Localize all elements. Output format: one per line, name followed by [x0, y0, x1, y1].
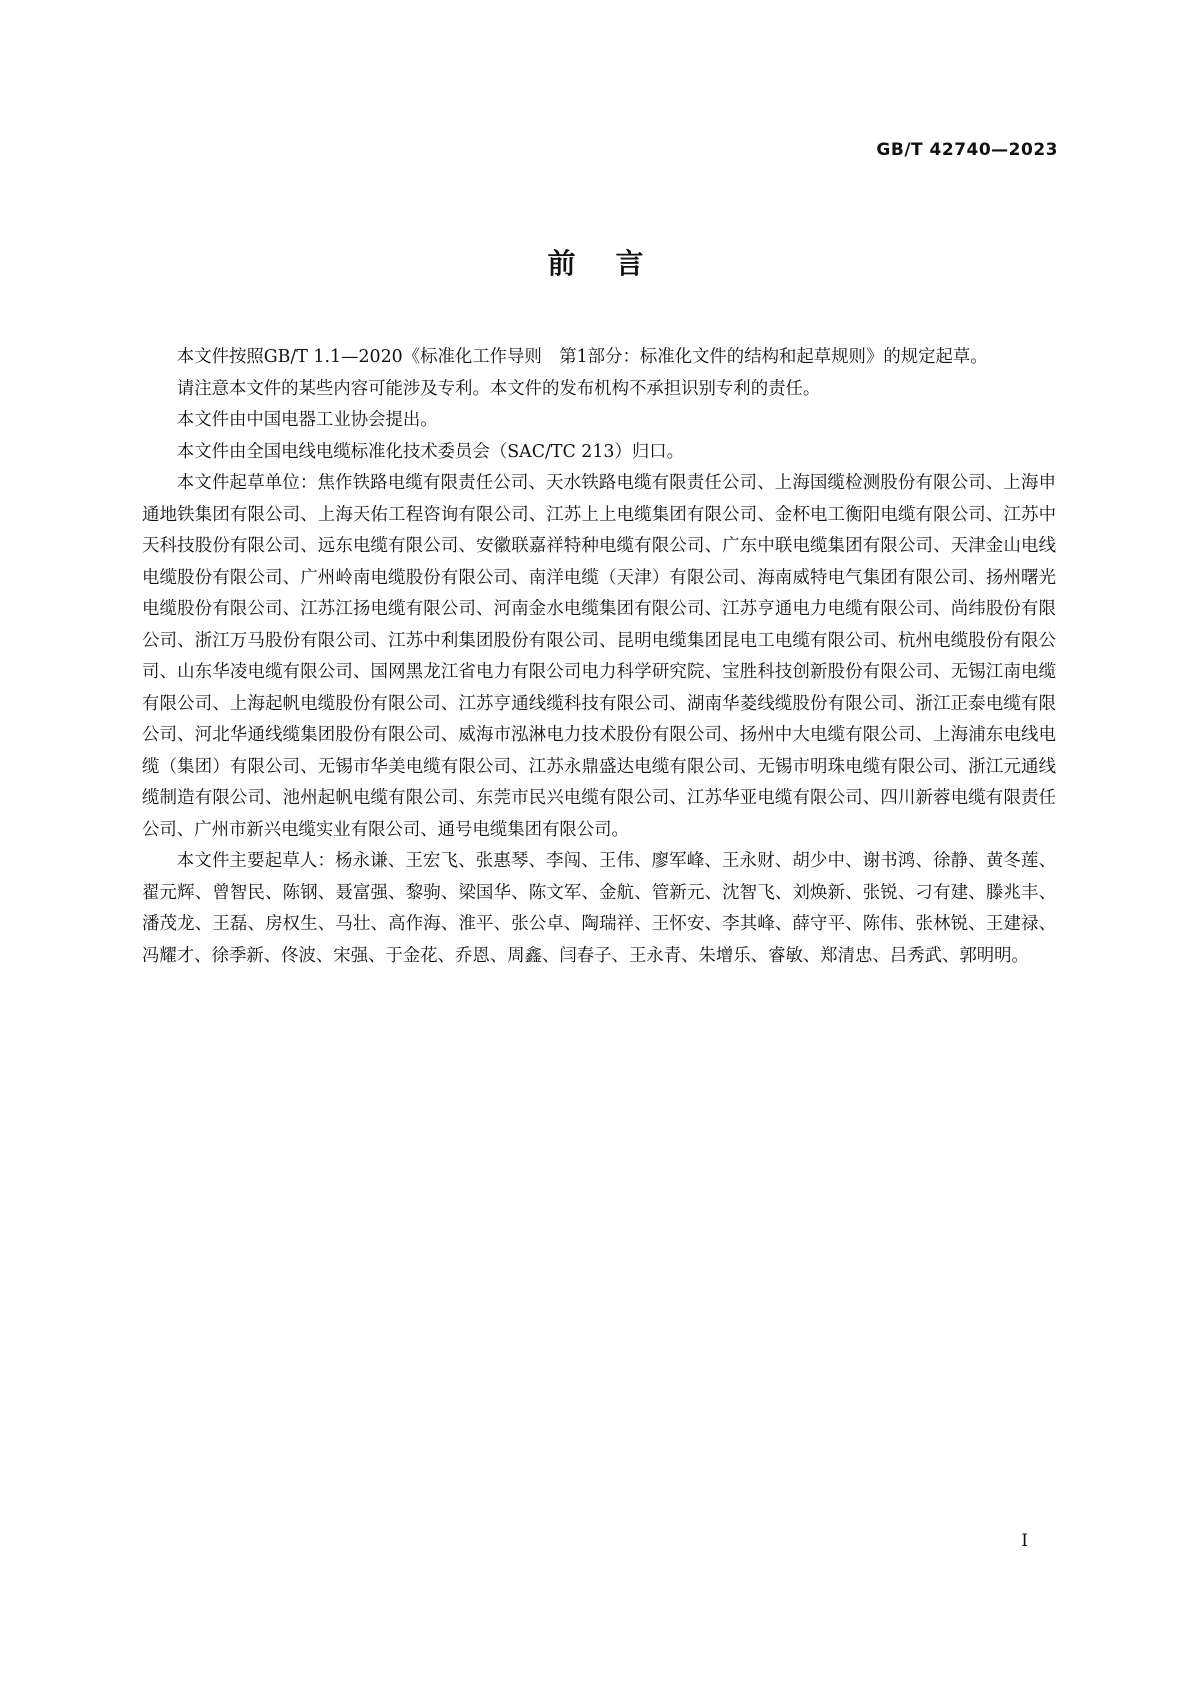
paragraph-drafters: 本文件主要起草人：杨永谦、王宏飞、张惠琴、李闯、王伟、廖军峰、王永财、胡少中、谢书鸿、徐静、黄冬莲、翟元辉、曾智民、陈钢、聂富强、黎驹、梁国华、陈文军、金航、管新元、沈智飞、刘焕新、张锐、刁有建、滕兆丰、潘茂龙、王磊、房权生、马壮、高作海、淮平、张公卓、陶瑞祥、王怀安、李其峰、薛守平、陈伟、张林锐、王建禄、冯耀才、徐季新、佟波、宋强、于金花、乔恩、周鑫、闫春子、王永青、朱增乐、睿敏、郑清忠、吕秀武、郭明明。: [142, 851, 1056, 966]
paragraph-proposer: 本文件由中国电器工业协会提出。: [176, 410, 438, 430]
standard-number: GB/T 42740—2023: [876, 140, 1058, 160]
paragraph-patent-notice: 请注意本文件的某些内容可能涉及专利。本文件的发布机构不承担识别专利的责任。: [176, 378, 821, 399]
paragraph-drafting-rules: 本文件按照GB/T 1.1—2020《标准化工作导则 第1部分：标准化文件的结构和起草规则》的规定起草。: [176, 347, 988, 367]
page-number: I: [1021, 1531, 1028, 1551]
page-title: 前言: [547, 247, 684, 280]
paragraph-drafting-organizations: 本文件起草单位：焦作铁路电缆有限责任公司、天水铁路电缆有限责任公司、上海国缆检测股份有限公司、上海申通地铁集团有限公司、上海天佑工程咨询有限公司、江苏上上电缆集团有限公司、金杯电工衡阳电缆有限公司、江苏中天科技股份有限公司、远东电缆有限公司、安徽联嘉祥特种电缆有限公司、广东中联电缆集团有限公司、天津金山电线电缆股份有限公司、广州岭南电缆股份有限公司、南洋电缆（天津）有限公司、海南威特电气集团有限公司、扬州曙光电缆股份有限公司、江苏江扬电缆有限公司、河南金水电缆集团有限公司、江苏亨通电力电缆有限公司、尚纬股份有限公司、浙江万马股份有限公司、江苏中利集团股份有限公司、昆明电缆集团昆电工电缆有限公司、杭州电缆股份有限公司、山东华凌电缆有限公司、国网黑龙江省电力有限公司电力科学研究院、宝胜科技创新股份有限公司、无锡江南电缆有限公司、上海起帆电缆股份有限公司、江苏亨通线缆科技有限公司、湖南华菱线缆股份有限公司、浙江正泰电缆有限公司、河北华通线缆集团股份有限公司、威海市泓淋电力技术股份有限公司、扬州中大电缆有限公司、上海浦东电线电缆（集团）有限公司、无锡市华美电缆有限公司、江苏永鼎盛达电缆有限公司、无锡市明珠电缆有限公司、浙江元通线缆制造有限公司、池州起帆电缆有限公司、东莞市民兴电缆有限公司、江苏华亚电缆有限公司、四川新蓉电缆有限责任公司、广州市新兴电缆实业有限公司、通号电缆集团有限公司。: [142, 473, 1056, 840]
foreword-body: [142, 342, 1056, 972]
paragraph-technical-committee: 本文件由全国电线电缆标准化技术委员会（SAC/TC 213）归口。: [176, 441, 685, 462]
